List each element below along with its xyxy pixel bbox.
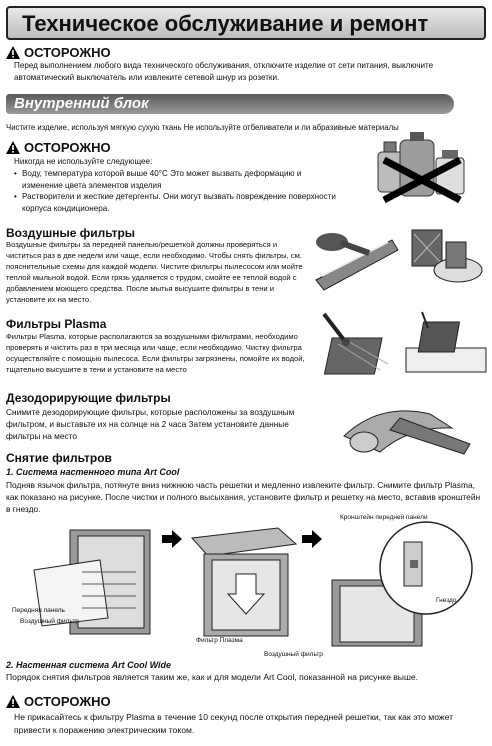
label-air-filter: Воздушный фильтр: [20, 618, 79, 625]
section-title: Внутренний блок: [14, 95, 149, 112]
removal-step3-illustration: [326, 520, 486, 650]
warning-triangle-icon: [6, 695, 20, 708]
warning-label: ОСТОРОЖНО: [24, 694, 111, 709]
deodor-filters-title: Дезодорирующие фильтры: [6, 391, 171, 405]
list-item: • Воду, температура которой выше 40°C Это может вызвать деформацию и изменение цвета элементов изделия: [14, 168, 336, 191]
warning-triangle-icon: [6, 46, 20, 59]
removal-step2-illustration: [188, 524, 300, 642]
inner-warning-intro: Никогда не используйте следующее:: [14, 157, 153, 166]
label-front-panel: Передняя панель: [12, 607, 65, 614]
label-socket: Гнездо: [436, 597, 457, 604]
top-warning-text: Перед выполнением любого вида технического обслуживания, отключите изделие от сети питания, выключите автоматический выключатель или извлеките сетевой шнур из розетки.: [14, 61, 434, 82]
warning-heading-3: [6, 694, 111, 709]
air-filters-title: Воздушные фильтры: [6, 226, 136, 240]
removal-title: Снятие фильтров: [6, 451, 112, 465]
plasma-washing-illustration: [404, 308, 488, 380]
right-arrow-icon: [162, 530, 182, 548]
warning-label: ОСТОРОЖНО: [24, 140, 111, 155]
right-arrow-icon: [302, 530, 322, 548]
label-air-filter-2: Воздушный фильтр: [264, 651, 323, 658]
label-bracket: Кронштейн передней панели: [340, 514, 428, 521]
deodor-filters-text: Снимите дезодорирующие фильтры, которые расположены за воздушным фильтром, и выставьте их на солнце на 2 часа Затем установите данные фильтры на место: [6, 407, 295, 441]
inner-unit-text: Чистите изделие, используя мягкую сухую ткань Не используйте отбеливатели и ли абразивные материалы: [6, 123, 399, 132]
removal-text1: Подняв язычок фильтра, потянуте вниз нижнюю часть решетки и медленно извлеките фильтр. Снимите фильтр Plasma, как показано на рисунке. После чистки и полного высыхания, установите фильтр и решетку на место, вставив кронштейн в гнездо.: [6, 480, 481, 514]
warning-heading: [6, 45, 111, 60]
plasma-vacuum-illustration: [318, 310, 398, 380]
removal-sub1: 1. Система настенного типа Art Cool: [6, 467, 180, 477]
label-plasma-filter: Фильтр Плазма: [196, 637, 243, 644]
plasma-filters-text: Фильтры Plasma, которые располагаются за воздушными фильтрами, необходимо проверять и чистить раз в три месяца или чаще, если необходимо. Чистку фильтра осуществляйте с помощью пылесоса. Если фильтры загрязнены, помойте их водой, тщательно высушите в тени и установите на место: [6, 332, 305, 374]
deodor-sun-illustration: [340, 396, 486, 466]
warning-triangle-icon: [6, 141, 20, 154]
bottom-warning-text: Не прикасайтесь к фильтру Plasma в течение 10 секунд после открытия передней решетки, так как это может привести к поражению электрическим током.: [14, 712, 454, 735]
filter-washing-illustration: [406, 220, 486, 292]
list-item: • Растворители и жесткие детергенты. Они могут вызвать повреждение поверхности корпуса кондиционера.: [14, 191, 336, 214]
air-filters-text: Воздушные фильтры за передней панелью/решеткой должны проверяться и чиститься раз в две недели или чаще, если необходимо. Чтобы снять фильтры, см. пояснительные схемы для каждой модели. Чистите фильтры пылесосом или мойте теплой мыльной водой. Если грязь удаляется с трудом, смойте ее теплой водой с добавлением моющего средства. После мытья высушите фильтры в тени и установите их на место.: [6, 240, 303, 304]
page-title: Техническое обслуживание и ремонт: [22, 11, 429, 36]
plasma-filters-title: Фильтры Plasma: [6, 317, 107, 331]
filter-cleaning-illustration: [312, 220, 400, 292]
warning-label: ОСТОРОЖНО: [24, 45, 111, 60]
removal-sub2: 2. Настенная система Art Cool Wide: [6, 660, 172, 670]
removal-text2: Порядок снятия фильтров является таким же, как и для модели Art Cool, показанной на рисунке выше.: [6, 672, 419, 682]
chemicals-illustration: [370, 130, 480, 208]
section-inner-unit: [6, 94, 454, 114]
inner-warning-list: [14, 168, 336, 214]
warning-heading-2: [6, 140, 111, 155]
page-title-bar: [6, 6, 486, 40]
